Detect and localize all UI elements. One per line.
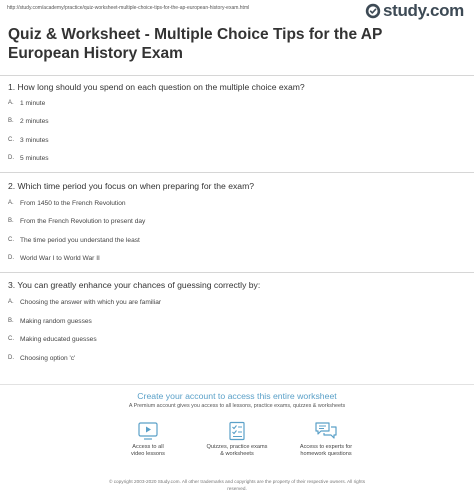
option-text: From the French Revolution to present day (20, 217, 146, 225)
question-1-option-d[interactable] (8, 153, 49, 163)
question-1-text: 1. How long should you spend on each question on the multiple choice exam? (8, 82, 305, 92)
page-title: Quiz & Worksheet - Multiple Choice Tips for the AP European History Exam (8, 26, 383, 62)
option-text: Choosing option 'c' (20, 354, 76, 362)
option-text: Choosing the answer with which you are familiar (20, 298, 162, 306)
option-text: The time period you understand the least (20, 236, 140, 244)
page-url: http://study.com/academy/practice/quiz-worksheet-multiple-choice-tips-for-the-ap-european-history-exam.html (7, 5, 250, 11)
option-text: From 1450 to the French Revolution (20, 199, 126, 207)
option-letter: C. (8, 137, 14, 143)
logo-text: study.com (382, 1, 464, 20)
question-3-option-a[interactable] (8, 297, 161, 307)
video-lesson-icon (137, 421, 159, 441)
option-text: Making educated guesses (20, 335, 97, 343)
question-1-option-b[interactable] (8, 116, 49, 126)
premium-cta (0, 384, 474, 489)
expert-chat-icon (314, 421, 338, 441)
option-text: Making random guesses (20, 317, 92, 325)
option-letter: D. (8, 155, 14, 161)
cta-subtitle: A Premium account gives you access to all lessons, practice exams, quizzes & worksheets (128, 403, 346, 409)
option-letter: C. (8, 336, 14, 342)
question-3-option-c[interactable] (8, 334, 97, 344)
option-letter: B. (8, 118, 14, 124)
study-logo-icon (365, 3, 381, 19)
option-text: World War I to World War II (20, 254, 100, 262)
question-2-text: 2. Which time period you focus on when preparing for the exam? (8, 181, 255, 191)
study-logo[interactable] (365, 1, 464, 21)
question-divider (0, 272, 474, 273)
question-divider (0, 75, 474, 76)
question-2-option-a[interactable] (8, 198, 126, 208)
option-letter: D. (8, 355, 14, 361)
option-letter: A. (8, 200, 14, 206)
feature-experts (266, 421, 386, 458)
question-3-option-d[interactable] (8, 353, 75, 363)
option-text: 3 minutes (20, 136, 49, 144)
copyright-footer: © copyright 2003-2020 Study.com. All other trademarks and copyrights are the property of their respective owners. All rights reserved. (108, 479, 366, 491)
question-3-text: 3. You can greatly enhance your chances of guessing correctly by: (8, 280, 261, 290)
question-divider (0, 172, 474, 173)
option-letter: C. (8, 237, 14, 243)
question-2-option-c[interactable] (8, 235, 140, 245)
question-1-option-c[interactable] (8, 135, 49, 145)
question-2-option-b[interactable] (8, 216, 145, 226)
option-letter: B. (8, 318, 14, 324)
quiz-checklist-icon (226, 421, 248, 441)
feature-label: Access to experts for homework questions (299, 444, 353, 457)
question-1-option-a[interactable] (8, 98, 45, 108)
feature-label: Quizzes, practice exams & worksheets (206, 444, 268, 457)
option-text: 2 minutes (20, 117, 49, 125)
option-text: 1 minute (20, 99, 46, 107)
option-text: 5 minutes (20, 154, 49, 162)
question-3-option-b[interactable] (8, 316, 92, 326)
option-letter: B. (8, 218, 14, 224)
question-2-option-d[interactable] (8, 253, 100, 263)
cta-title[interactable]: Create your account to access this entire worksheet (137, 391, 337, 401)
option-letter: A. (8, 100, 14, 106)
option-letter: D. (8, 255, 14, 261)
option-letter: A. (8, 299, 14, 305)
feature-label: Access to all video lessons (131, 444, 165, 457)
